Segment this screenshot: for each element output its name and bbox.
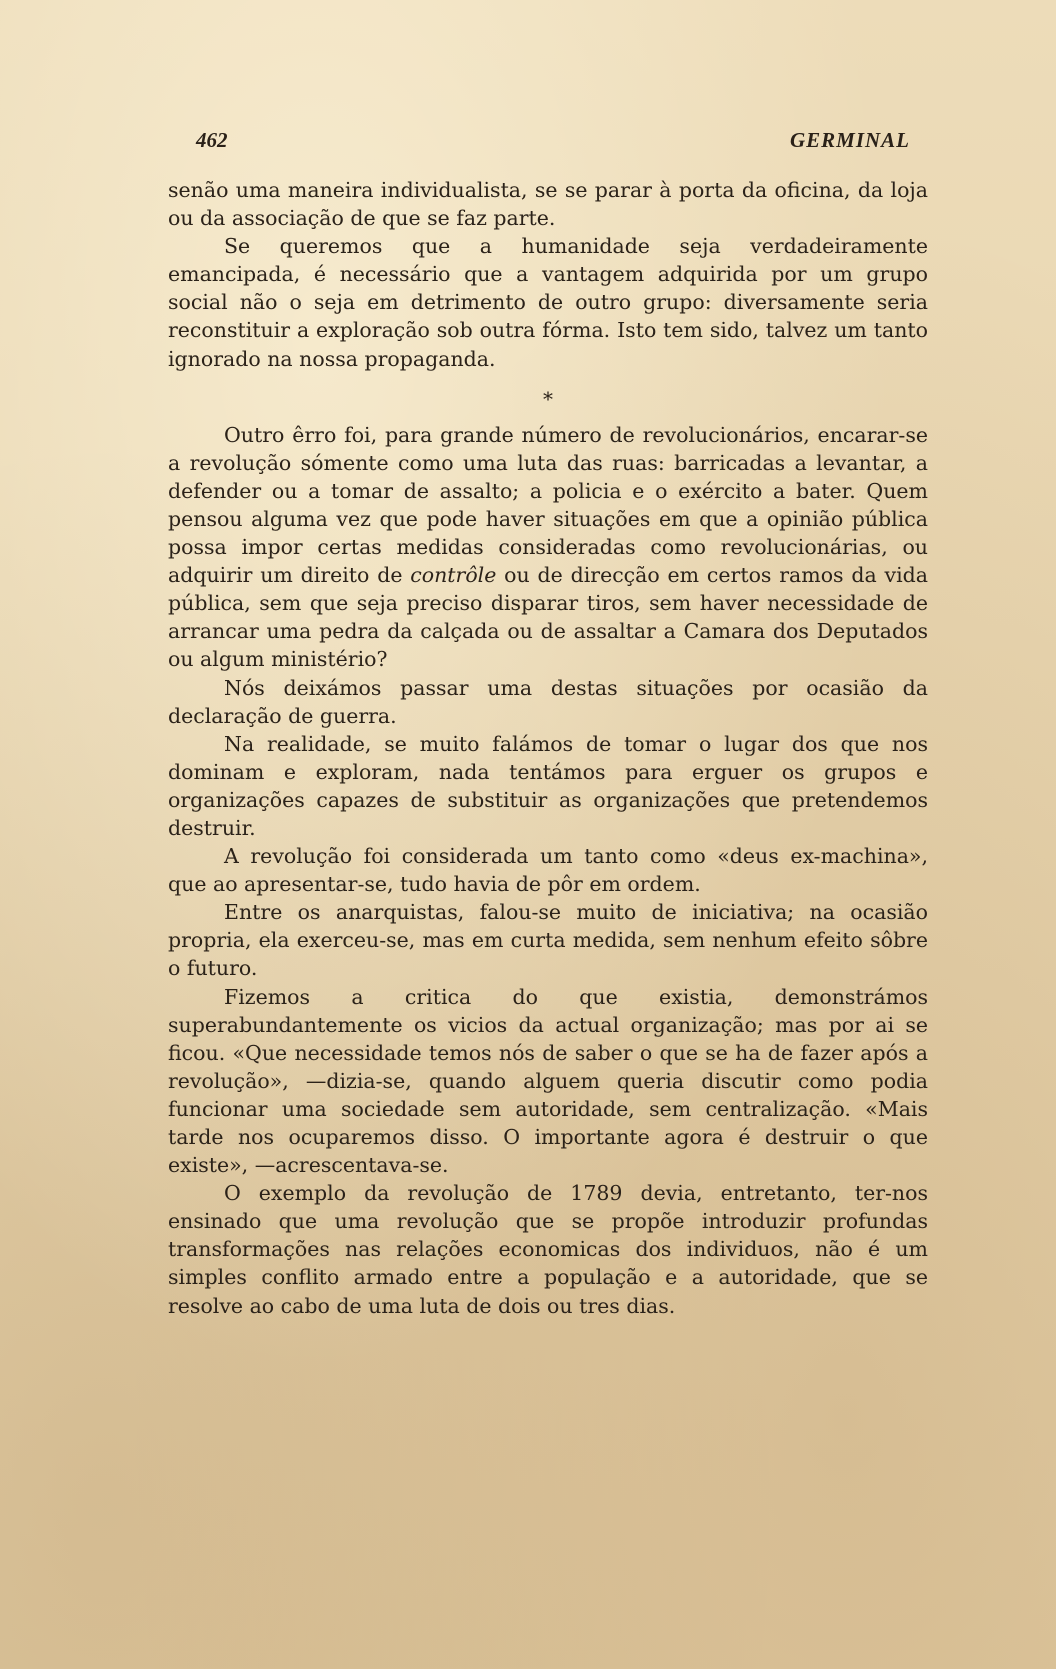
running-title: GERMINAL	[789, 128, 910, 152]
paragraph-continuation: senão uma maneira individualista, se se parar à porta da oficina, da loja ou da associação de que se faz parte.	[168, 178, 928, 231]
section-separator: *	[543, 386, 553, 411]
paragraph	[168, 421, 928, 674]
paragraph: Fizemos a critica do que existia, demonstrámos superabundantemente os vicios da actual organização; mas por ai se ficou. «Que necessidade temos nós de saber o que se ha de fazer após a revolução», —dizia-se, quando alguem queria discutir como podia funcionar uma sociedade sem autoridade, sem centralização. «Mais tarde nos ocuparemos disso. O importante agora é destruir o que existe», —acrescentava-se.	[168, 984, 928, 1178]
paragraph: Nós deixámos passar uma destas situações por ocasião da declaração de guerra.	[168, 675, 928, 728]
running-head	[196, 128, 910, 158]
paragraph: Entre os anarquistas, falou-se muito de iniciativa; na ocasião propria, ela exerceu-se, mas em curta medida, sem nenhum efeito sôbre o futuro.	[168, 900, 928, 981]
italic-term: contrôle	[410, 563, 497, 588]
paragraph: A revolução foi considerada um tanto como «deus ex-machina», que ao apresentar-se, tudo havia de pôr em ordem.	[168, 844, 928, 897]
paragraph: Se queremos que a humanidade seja verdadeiramente emancipada, é necessário que a vantagem adquirida por um grupo social não o seja em detrimento de outro grupo: diversamente seria reconstituir a exploração sob outra fórma. Isto tem sido, talvez um tanto ignorado na nossa propaganda.	[168, 234, 928, 371]
paragraph: O exemplo da revolução de 1789 devia, entretanto, ter-nos ensinado que uma revolução que se propõe introduzir profundas transformações nas relações economicas dos individuos, não é um simples conflito armado entre a população e a autoridade, que se resolve ao cabo de uma luta de dois ou tres dias.	[168, 1181, 928, 1318]
page-number: 462	[196, 128, 228, 152]
paragraph-text: Outro êrro foi, para grande número de revolucionários, encarar-se a revolução sómente como uma luta das ruas: barricadas a levantar, a defender ou a tomar de assalto; a policia e o exército a bater. Quem pensou alguma vez que pode haver situações em que a opinião pública possa impor certas medidas consideradas como revolucionárias, ou adquirir um direito de	[168, 422, 928, 588]
paragraph: Na realidade, se muito falámos de tomar o lugar dos que nos dominam e exploram, nada tentámos para erguer os grupos e organizações capazes de substituir as organizações que pretendemos destruir.	[168, 731, 928, 840]
paragraph-text: ou de direcção em certos ramos da vida pública, sem que seja preciso disparar tiros, sem haver necessidade de arrancar uma pedra da calçada ou de assaltar a Camara dos Deputados ou algum ministério?	[168, 563, 928, 672]
body-text	[168, 176, 928, 1320]
